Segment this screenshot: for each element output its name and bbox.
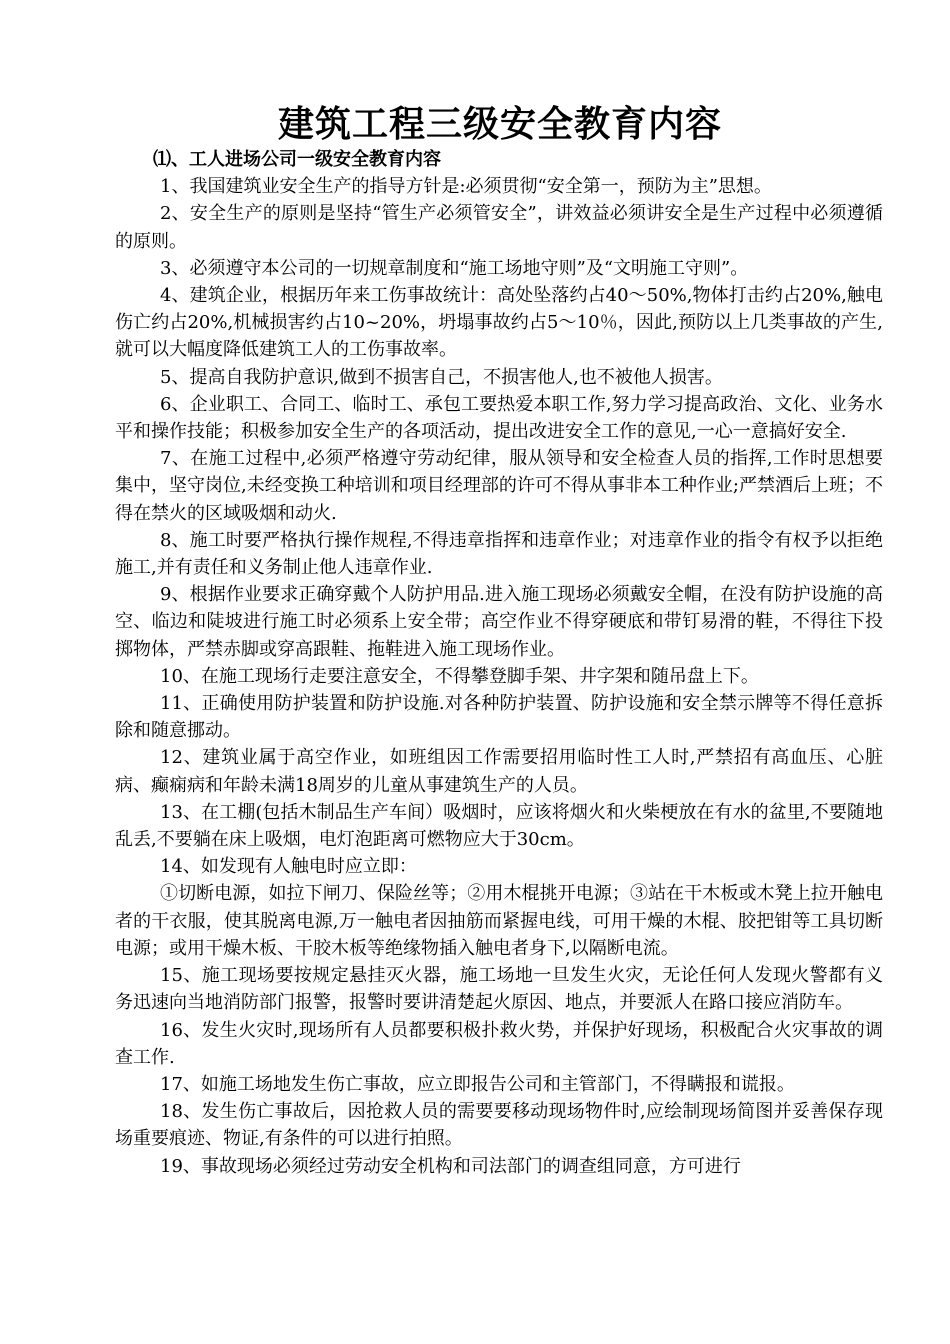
section-heading: ⑴、工人进场公司一级安全教育内容 (153, 149, 441, 170)
document-title: 建筑工程三级安全教育内容 (277, 104, 722, 145)
paragraph-14-steps: ①切断电源，如拉下闸刀、保险丝等；②用木棍挑开电源；③站在干木板或木凳上拉开触电者的干衣服，使其脱离电源,万一触电者因抽筋而紧握电线，可用干燥的木棍、胶把钳等工具切断电源；或用干燥木板、干胶木板等绝缘物插入触电者身下,以隔断电流。 (115, 883, 883, 959)
paragraph-16: 16、发生火灾时,现场所有人员都要积极扑救火势，并保护好现场，积极配合火灾事故的调查工作. (115, 1019, 883, 1068)
paragraph-4: 4、建筑企业，根据历年来工伤事故统计：高处坠落约占40～50%,物体打击约占20%,触电伤亡约占20%,机械损害约占10~20%，坍塌事故约占5～10％，因此,预防以上几类事故的产生,就可以大幅度降低建筑工人的工伤事故率。 (115, 285, 883, 361)
paragraph-5: 5、提高自我防护意识,做到不损害自己，不损害他人,也不被他人损害。 (160, 366, 723, 388)
paragraph-1: 1、我国建筑业安全生产的指导方针是:必须贯彻“安全第一，预防为主”思想。 (160, 176, 772, 198)
paragraph-15: 15、施工现场要按规定悬挂灭火器，施工场地一旦发生火灾，无论任何人发现火警都有义务迅速向当地消防部门报警，报警时要讲清楚起火原因、地点，并要派人在路口接应消防车。 (115, 965, 883, 1014)
paragraph-7: 7、在施工过程中,必须严格遵守劳动纪律，服从领导和安全检查人员的指挥,工作时思想要集中，坚守岗位,未经变换工种培训和项目经理部的许可不得从事非本工种作业;严禁酒后上班；不得在禁火的区域吸烟和动火. (115, 448, 883, 524)
paragraph-8: 8、施工时要严格执行操作规程,不得违章指挥和违章作业；对违章作业的指令有权予以拒绝施工,并有责任和义务制止他人违章作业. (115, 529, 883, 579)
paragraph-14: 14、如发现有人触电时应立即： (160, 856, 417, 878)
paragraph-12: 12、建筑业属于高空作业，如班组因工作需要招用临时性工人时,严禁招有高血压、心脏病、癫痫病和年龄未满18周岁的儿童从事建筑生产的人员。 (115, 747, 883, 796)
paragraph-6: 6、企业职工、合同工、临时工、承包工要热爱本职工作,努力学习提高政治、文化、业务水平和操作技能；积极参加安全生产的各项活动，提出改进安全工作的意见,一心一意搞好安全. (115, 393, 883, 443)
paragraph-13: 13、在工棚(包括木制品生产车间）吸烟时，应该将烟火和火柴梗放在有水的盆里,不要随地乱丢,不要躺在床上吸烟，电灯泡距离可燃物应大于30cm。 (115, 801, 883, 851)
document-body (115, 146, 883, 1180)
paragraph-11: 11、正确使用防护装置和防护设施.对各种防护装置、防护设施和安全禁示牌等不得任意拆除和随意挪动。 (115, 693, 883, 742)
paragraph-3: 3、必须遵守本公司的一切规章制度和“施工场地守则”及“文明施工守则”。 (160, 257, 749, 279)
paragraph-19: 19、事故现场必须经过劳动安全机构和司法部门的调查组同意，方可进行 (160, 1155, 741, 1177)
paragraph-17: 17、如施工场地发生伤亡事故，应立即报告公司和主管部门，不得瞒报和谎报。 (160, 1073, 795, 1095)
paragraph-10: 10、在施工现场行走要注意安全，不得攀登脚手架、井字架和随吊盘上下。 (160, 665, 759, 687)
paragraph-18: 18、发生伤亡事故后，因抢救人员的需要要移动现场物件时,应绘制现场简图并妥善保存现场重要痕迹、物证,有条件的可以进行拍照。 (115, 1101, 883, 1150)
paragraph-2: 2、安全生产的原则是坚持“管生产必须管安全”，讲效益必须讲安全是生产过程中必须遵循的原则。 (115, 203, 883, 252)
paragraph-9: 9、根据作业要求正确穿戴个人防护用品.进入施工现场必须戴安全帽，在没有防护设施的高空、临边和陡坡进行施工时必须系上安全带；高空作业不得穿硬底和带钉易滑的鞋，不得往下投掷物体，严禁赤脚或穿高跟鞋、拖鞋进入施工现场作业。 (115, 584, 883, 660)
